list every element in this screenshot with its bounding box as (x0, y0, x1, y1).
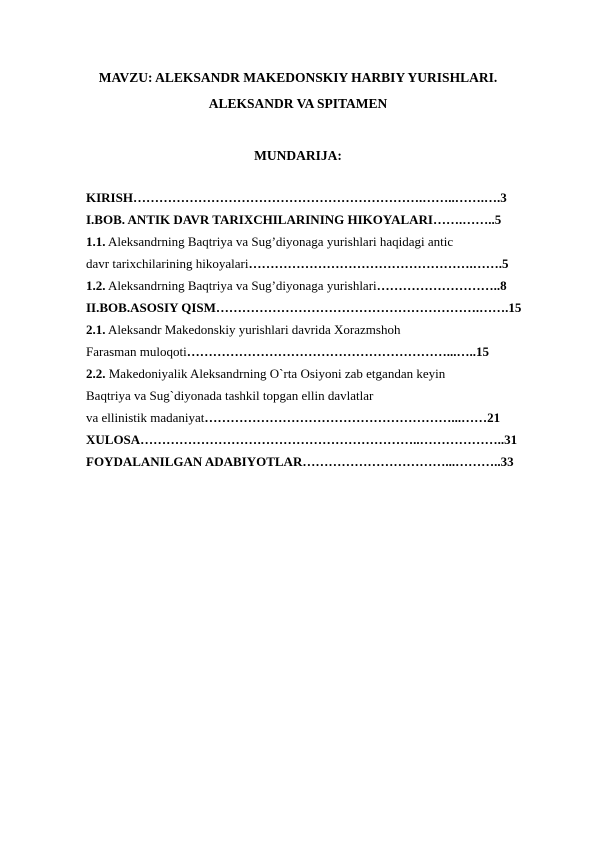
toc-entry-text: FOYDALANILGAN ADABIYOTLAR……………………………...………..33 (86, 454, 514, 469)
toc-entry-number: 2.1. (86, 322, 106, 337)
toc-entry (86, 432, 542, 454)
toc-entry (86, 300, 542, 322)
toc-entry-number: 1.1. (86, 234, 106, 249)
toc-entry-text: XULOSA………………………………………………………..………………..31 (86, 432, 518, 447)
toc-entry-line (86, 278, 507, 294)
toc-entry (86, 190, 542, 212)
toc-entry-text: KIRISH………………………………………………………….……..…….….3 (86, 190, 507, 205)
toc-entry (86, 366, 542, 388)
toc-entry-leader-page: ……………………………………………………...…..15 (186, 344, 489, 359)
toc-entry-text: II.BOB.ASOSIY QISM…………………………………………………….…….15 (86, 300, 522, 315)
toc-entry-text: Aleksandrning Baqtriya va Sug’diyonaga yurishlari (105, 278, 377, 293)
toc-entry (86, 234, 542, 256)
toc-entry (86, 344, 542, 366)
toc-entry (86, 388, 542, 410)
toc-entry (86, 322, 542, 344)
toc-entry-leader-page: …………………………………………….…….5 (248, 256, 509, 271)
toc-entry-text: Aleksandrning Baqtriya va Sug’diyonaga yurishlari haqidagi antic (105, 234, 454, 249)
table-of-contents (86, 190, 542, 476)
toc-entry-text: I.BOB. ANTIK DAVR TARIXCHILARINING HIKOYALARI…….……..5 (86, 212, 502, 227)
toc-entry (86, 278, 542, 300)
toc-entry-leader-page: …………………………………………………...……21 (204, 410, 501, 425)
toc-entry-text: Farasman muloqoti (86, 344, 187, 359)
toc-entry-line (86, 344, 489, 360)
toc-entry-line (86, 256, 508, 272)
toc-entry-line (86, 234, 453, 250)
toc-entry-text: Aleksandr Makedonskiy yurishlari davrida Xorazmshoh (105, 322, 401, 337)
toc-entry-text: davr tarixchilarining hikoyalari (86, 256, 249, 271)
toc-entry-leader-page: ………………………..8 (376, 278, 507, 293)
toc-entry (86, 454, 542, 476)
toc-entry-line (86, 410, 500, 426)
document-title-line-2: ALEKSANDR VA SPITAMEN (208, 96, 388, 111)
toc-entry (86, 212, 542, 234)
toc-entry (86, 410, 542, 432)
toc-entry-line (86, 366, 445, 382)
contents-heading: MUNDARIJA: (254, 148, 342, 163)
toc-entry-number: 2.2. (86, 366, 106, 381)
toc-entry (86, 256, 542, 278)
toc-entry-line (86, 322, 400, 338)
toc-entry-text: Baqtriya va Sug`diyonada tashkil topgan ellin davlatlar (86, 388, 374, 403)
toc-entry-text: Makedoniyalik Aleksandrning O`rta Osiyoni zab etgandan keyin (105, 366, 446, 381)
toc-entry-number: 1.2. (86, 278, 106, 293)
toc-entry-text: va ellinistik madaniyat (86, 410, 205, 425)
document-title-line-1: MAVZU: ALEKSANDR MAKEDONSKIY HARBIY YURISHLARI. (98, 70, 498, 85)
